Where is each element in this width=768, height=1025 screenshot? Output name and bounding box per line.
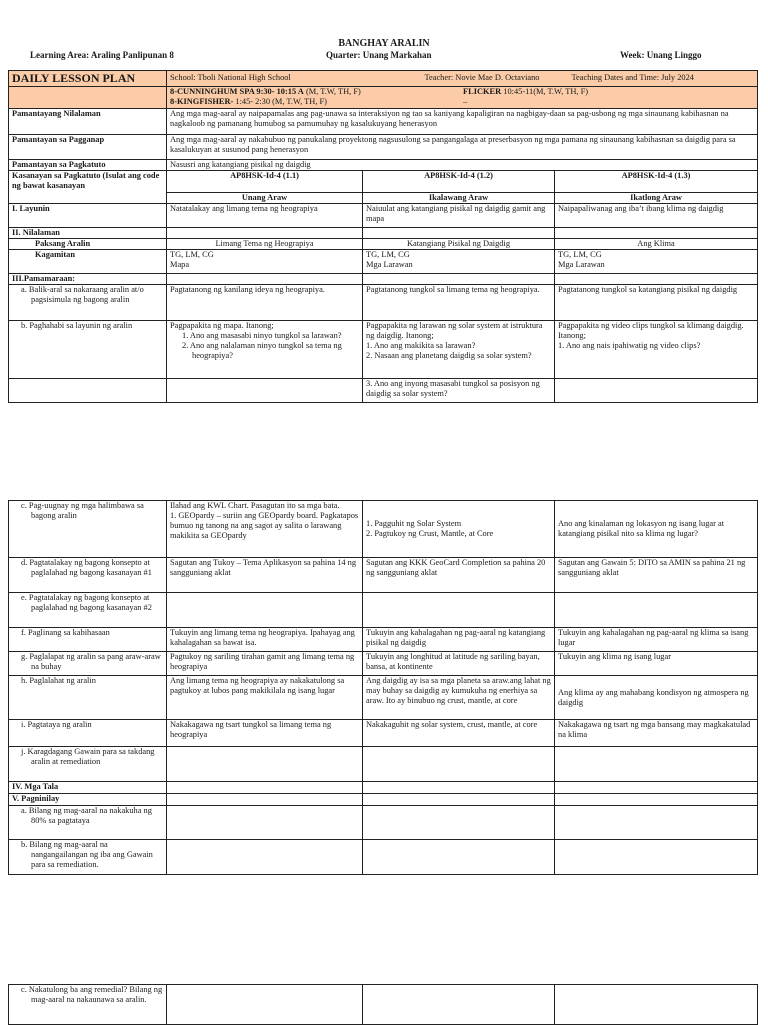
pamamaraan-label: III.Pamamaraan: <box>9 274 167 285</box>
mga-tala-label: IV. Mga Tala <box>9 782 167 794</box>
code-day1: AP8HSK-Id-4 (1.1) <box>167 171 363 193</box>
schedule-row <box>9 87 758 109</box>
plan-title-cell <box>9 71 167 87</box>
pagtataya-label: i. Pagtataya ng aralin <box>9 720 167 747</box>
schedule-cell <box>167 87 758 109</box>
paghahabi-day2-extra: 3. Ano ang inyong masasabi tungkol sa posisyon ng daigdig sa solar system? <box>363 379 555 403</box>
pamantayan-pagganap-text: Ang mga mag-aaral ay nakabubuo ng panukalang proyektong nagsusulong sa pangangalaga at preserbasyon ng mga pamana ng sinaunang kabihasnan sa daigdig para sa kasalukuyan at susunod pang henerasyon <box>167 135 758 160</box>
plan-title: DAILY LESSON PLAN <box>12 71 136 85</box>
school-teacher-cell <box>167 71 758 87</box>
lesson-plan-table-page3 <box>8 984 758 1025</box>
lesson-plan-table-page2 <box>8 500 758 875</box>
pagninilay-a-label: a. Bilang ng mag-aaral na nakakuha ng 80% sa pagtataya <box>9 806 167 840</box>
section-2-name: FLICKER <box>463 87 502 96</box>
pagtatalakay-1-day2: Sagutan ang KKK GeoCard Completion sa pahina 20 ng sangguniang aklat <box>363 558 555 593</box>
pagtatalakay-1-day3: Sagutan ang Gawain 5: DITO sa AMIN sa pahina 21 ng sangguniang aklat <box>555 558 758 593</box>
paglalapat-day2: Tukuyin ang longhitud at latitude ng sariling bayan, bansa, at kontinente <box>363 652 555 676</box>
document-title: BANGHAY ARALIN <box>338 38 430 49</box>
paglalahat-label: h. Paglalahat ng aralin <box>9 676 167 720</box>
paglalahat-day3: Ang klima ay ang mahabang kondisyon ng atmospera ng daigdig <box>555 676 758 720</box>
balik-aral-day1: Pagtatanong ng kanilang ideya ng heograpiya. <box>167 285 363 321</box>
pagninilay-c-label: c. Nakatulong ba ang remedial? Bilang ng mag-aaral na nakaunawa sa aralin. <box>9 985 167 1025</box>
pagtataya-day1: Nakakagawa ng tsart tungkol sa limang tema ng heograpiya <box>167 720 363 747</box>
plan-title-row <box>9 71 758 87</box>
pagtataya-day3: Nakakagawa ng tsart ng mga bansang may magkakatulad na klima <box>555 720 758 747</box>
pagninilay-label: V. Pagninilay <box>9 794 167 806</box>
day-header-2: Ikalawang Araw <box>363 193 555 204</box>
section-3-dash: – <box>463 97 468 106</box>
day-header-1: Unang Araw <box>167 193 363 204</box>
paksa-day1: Limang Tema ng Heograpiya <box>167 239 363 250</box>
pamantayan-pagkatuto-text: Nasusri ang katangiang pisikal ng daigdig <box>167 160 758 171</box>
paglinang-label: f. Paglinang sa kabihasaan <box>9 628 167 652</box>
pag-uugnay-day2: 1. Pagguhit ng Solar System 2. Pagtukoy ng Crust, Mantle, at Core <box>363 501 555 558</box>
paglinang-day3: Tukuyin ang kahalagahan ng pag-aaral ng klima sa isang lugar <box>555 628 758 652</box>
layunin-label: I. Layunin <box>9 204 167 228</box>
balik-aral-label: a. Balik-aral sa nakaraang aralin at/o pagsisimula ng bagong aralin <box>9 285 167 321</box>
kagamitan-day3: TG, LM, CG Mga Larawan <box>555 250 758 274</box>
paghahabi-day1-q2: 2. Ano ang nalalaman ninyo tungkol sa tema ng heograpiya? <box>182 341 342 360</box>
pagninilay-b-label: b. Bilang ng mag-aaral na nangangailangan ng iba ang Gawain para sa remediation. <box>9 840 167 875</box>
learning-area: Learning Area: Araling Panlipunan 8 <box>30 50 174 60</box>
layunin-day3: Naipapaliwanag ang iba’t ibang klima ng daigdig <box>555 204 758 228</box>
paglinang-day1: Tukuyin ang limang tema ng heograpiya. Ipahayag ang kahalagahan sa bawat isa. <box>167 628 363 652</box>
balik-aral-day2: Pagtatanong tungkol sa limang tema ng heograpiya. <box>363 285 555 321</box>
paghahabi-label: b. Paghahabi sa layunin ng aralin <box>9 321 167 379</box>
kasanayan-label: Kasanayan sa Pagkatuto (Isulat ang code ng bawat kasanayan <box>9 171 167 204</box>
paksa-day2: Katangiang Pisikal ng Daigdig <box>363 239 555 250</box>
pamantayan-pagganap-label: Pamantayan sa Pagganap <box>9 135 167 160</box>
pagtataya-day2: Nakakaguhit ng solar system, crust, mantle, at core <box>363 720 555 747</box>
pamantayang-nilalaman-text: Ang mga mag-aaral ay naipapamalas ang pag-unawa sa interaksiyon ng tao sa kaniyang kapaligiran na nagbigay-daan sa pag-usbong ng mga sinaunang kabihasnan na nagkaloob ng pamanang humubog sa pamumuhay ng kasalukuyang henerasyon <box>167 109 758 135</box>
section-2-time: 10:45-11(M, T.W, TH, F) <box>501 87 589 96</box>
lesson-plan-table-page1 <box>8 70 758 403</box>
teacher-name: Teacher: Novie Mae D. Octaviano <box>424 73 540 82</box>
paglalapat-day3: Tukuyin ang klima ng isang lugar <box>555 652 758 676</box>
pag-uugnay-day3: Ano ang kinalaman ng lokasyon ng isang lugar at katangiang pisikal nito sa klima ng lugar? <box>555 501 758 558</box>
kagamitan-label: Kagamitan <box>9 250 167 274</box>
pagtatalakay-1-day1: Sagutan ang Tukoy – Tema Aplikasyon sa pahina 14 ng sangguniang aklat <box>167 558 363 593</box>
kagamitan-day2: TG, LM, CG Mga Larawan <box>363 250 555 274</box>
paghahabi-day2: Pagpapakita ng larawan ng solar system at istruktura ng daigdig. Itanong; 1. Ano ang makikita sa larawan? 2. Nasaan ang planetang daigdig sa solar system? <box>363 321 555 379</box>
paglalapat-day1: Pagtukoy ng sariling tirahan gamit ang limang tema ng heograpiya <box>167 652 363 676</box>
section-1-name: 8-CUNNINGHUM SPA 9:30- 10:15 A <box>170 87 304 96</box>
teaching-dates: Teaching Dates and Time: July 2024 <box>571 73 694 82</box>
nilalaman-label: II. Nilalaman <box>9 228 167 239</box>
paglalapat-label: g. Paglalapat ng aralin sa pang araw-araw na buhay <box>9 652 167 676</box>
paghahabi-day1 <box>167 321 363 379</box>
day-header-3: Ikatlong Araw <box>555 193 758 204</box>
paglalahat-day1: Ang limang tema ng heograpiya ay nakakatulong sa pagtukoy at lubos pang makikilala ng isang lugar <box>167 676 363 720</box>
section-3-name: 8-KINGFISHER- <box>170 97 234 106</box>
pagtatalakay-2-label: e. Pagtatalakay ng bagong konsepto at paglalahad ng bagong kasanayan #2 <box>9 593 167 628</box>
pamantayang-nilalaman-label: Pamantayang Nilalaman <box>9 109 167 135</box>
school-name: School: Tboli National High School <box>170 73 291 82</box>
paksa-day3: Ang Klima <box>555 239 758 250</box>
kagamitan-day1: TG, LM, CG Mapa <box>167 250 363 274</box>
paglinang-day2: Tukuyin ang kahalagahan ng pag-aaral ng katangiang pisikal ng daigdig <box>363 628 555 652</box>
pagtatalakay-1-label: d. Pagtatalakay ng bagong konsepto at paglalahad ng bagong kasanayan #1 <box>9 558 167 593</box>
section-3-time: 1:45- 2:30 (M, T.W, TH, F) <box>233 97 327 106</box>
code-day3: AP8HSK-Id-4 (1.3) <box>555 171 758 193</box>
layunin-day2: Naiuulat ang katangiang pisikal ng daigdig gamit ang mapa <box>363 204 555 228</box>
balik-aral-day3: Pagtatanong tungkol sa katangiang pisikal ng daigdig <box>555 285 758 321</box>
week: Week: Unang Linggo <box>620 50 702 60</box>
quarter: Quarter: Unang Markahan <box>326 50 432 60</box>
pag-uugnay-day1: Ilahad ang KWL Chart. Pasagutan ito sa mga bata. 1. GEOpardy – suriin ang GEOpardy board. Pagkatapos bumuo ng tanong na ang sagot ay salita o larawang makikita sa GEOpardy <box>167 501 363 558</box>
pag-uugnay-label: c. Pag-uugnay ng mga halimbawa sa bagong aralin <box>9 501 167 558</box>
paghahabi-day1-intro: Pagpapakita ng mapa. Itanong; <box>170 321 274 330</box>
section-1-days: (M, T.W, TH, F) <box>303 87 361 96</box>
layunin-day1: Natatalakay ang limang tema ng heograpiya <box>167 204 363 228</box>
code-day2: AP8HSK-Id-4 (1.2) <box>363 171 555 193</box>
paksang-aralin-label: Paksang Aralin <box>9 239 167 250</box>
pamantayan-pagkatuto-label: Pamantayan sa Pagkatuto <box>9 160 167 171</box>
paghahabi-day3: Pagpapakita ng video clips tungkol sa klimang daigdig. Itanong; 1. Ano ang nais ipahiwatig ng video clips? <box>555 321 758 379</box>
paglalahat-day2: Ang daigdig ay isa sa mga planeta sa araw.ang lahat ng may buhay sa daigdig ay kumukuha ng enerhiya sa araw. Ito ay binubuo ng crust, mantle, at core <box>363 676 555 720</box>
paghahabi-day1-q1: 1. Ano ang masasabi ninyo tungkol sa larawan? <box>182 331 342 340</box>
karagdagang-gawain-label: j. Karagdagang Gawain para sa takdang aralin at remediation <box>9 747 167 782</box>
